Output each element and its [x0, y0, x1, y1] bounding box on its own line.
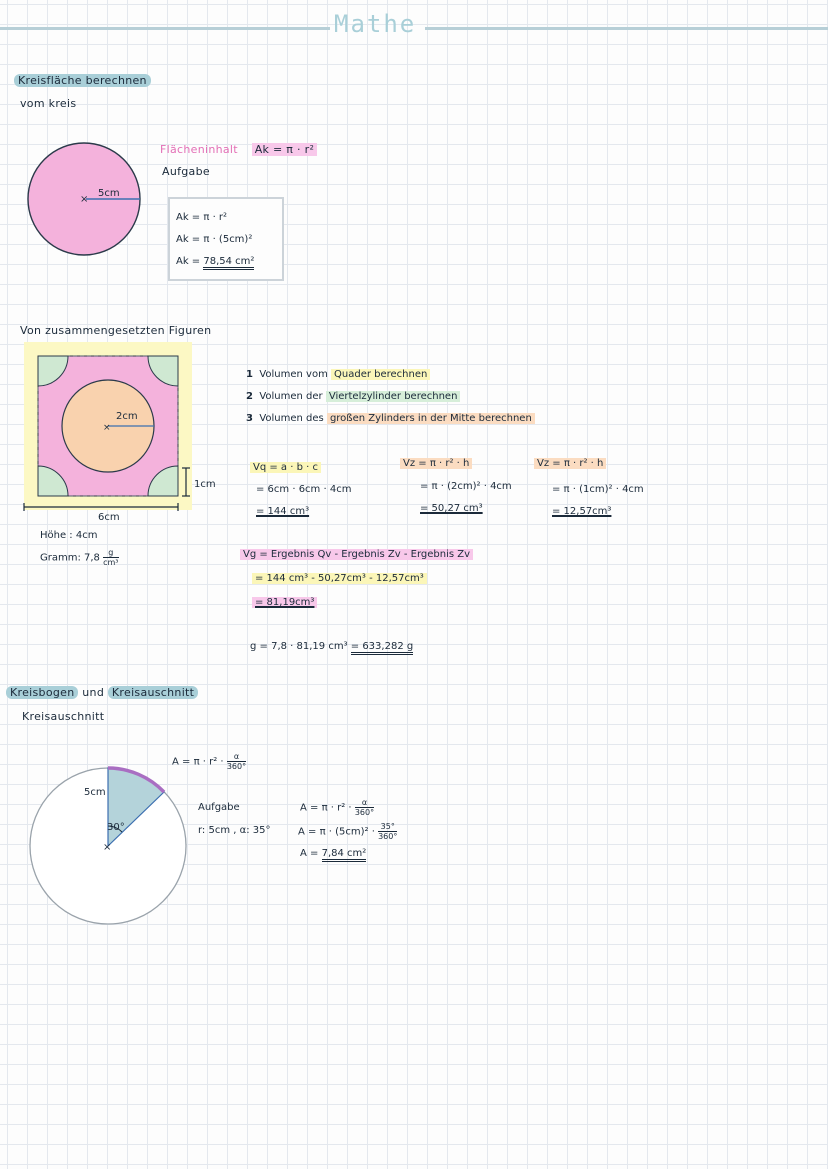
- task-label-1: Aufgabe: [162, 165, 210, 178]
- sector-calc-2: A = π · (5cm)² · $\frac{35^\circ}{360^\circ}$: [298, 822, 398, 841]
- area-formula-row: [160, 143, 317, 156]
- circle-radius-label: 5cm: [98, 188, 120, 199]
- sector-formula: A = π · r² · $\frac{\alpha}{360^\circ}$: [172, 752, 247, 771]
- quader-step: = 6cm · 6cm · 4cm: [256, 484, 352, 495]
- center-mark: ×: [80, 194, 89, 205]
- task-label-3: Aufgabe: [198, 802, 240, 813]
- section-heading-kreisbogen: Kreisbogen und Kreisauschnitt: [6, 686, 198, 699]
- zylinder-klein-formula: Vz = π · r² · h: [534, 458, 606, 469]
- page-title: Mathe: [334, 10, 417, 38]
- zylinder-gross-result: = 50,27 cm³: [420, 503, 483, 514]
- sector-calc-3: A = 7,84 cm²: [300, 848, 366, 859]
- sector-angle-label: 30°: [107, 822, 125, 833]
- step-1: 1 Volumen vom Quader berechnen: [246, 369, 430, 380]
- height-marker-label: 1cm: [194, 479, 216, 490]
- task-values-3: r: 5cm , α: 35°: [198, 825, 271, 836]
- sector-center-mark: ×: [103, 842, 112, 853]
- mass-row: g = 7,8 · 81,19 cm³ = 633,282 g: [250, 641, 413, 652]
- center-radius-label: 2cm: [116, 411, 138, 422]
- zylinder-klein-step: = π · (1cm)² · 4cm: [552, 484, 644, 495]
- vg-step: = 144 cm³ - 50,27cm³ - 12,57cm³: [252, 573, 427, 584]
- section-sub-vom-kreis: vom kreis: [20, 97, 77, 110]
- vg-result: = 81,19cm³: [252, 597, 317, 608]
- composite-figure-diagram: [24, 342, 204, 522]
- area-result: 78,54 cm²: [203, 256, 254, 270]
- sector-result: 7,84 cm²: [322, 848, 367, 862]
- calc-line-3: Ak = 78,54 cm²: [176, 256, 254, 267]
- quader-result: = 144 cm³: [256, 506, 310, 517]
- quader-formula: Vq = a · b · c: [250, 462, 321, 473]
- center-mark-2: ×: [103, 423, 111, 433]
- area-formula-label: Flächeninhalt: [160, 143, 238, 156]
- mass-result: = 633,282 g: [351, 641, 413, 655]
- calc-line-2: Ak = π · (5cm)²: [176, 234, 253, 245]
- vg-formula: Vg = Ergebnis Qv - Ergebnis Zv - Ergebnis Zv: [240, 549, 473, 560]
- area-formula: Ak = π · r²: [252, 143, 317, 156]
- sector-calc-1: A = π · r² · $\frac{\alpha}{360^\circ}$: [300, 798, 375, 817]
- gramm-label: Gramm: 7,8 $\frac{g}{\text{cm³}}$: [40, 548, 119, 567]
- step-2: 2 Volumen der Viertelzylinder berechnen: [246, 391, 460, 402]
- title-line-left: [0, 27, 330, 30]
- zylinder-gross-step: = π · (2cm)² · 4cm: [420, 481, 512, 492]
- sector-radius-label: 5cm: [84, 787, 106, 798]
- zylinder-gross-formula: Vz = π · r² · h: [400, 458, 472, 469]
- width-marker-label: 6cm: [98, 512, 120, 523]
- calc-line-1: Ak = π · r²: [176, 212, 228, 223]
- title-line-right: [425, 27, 828, 30]
- sector-diagram: [28, 766, 198, 936]
- section-heading-kreisflaeche: Kreisfläche berechnen: [14, 74, 151, 87]
- section-heading-zusammengesetzt: Von zusammengesetzten Figuren: [20, 324, 212, 337]
- hoehe-label: Höhe : 4cm: [40, 530, 98, 541]
- section-sub-kreisauschnitt: Kreisauschnitt: [22, 710, 105, 723]
- step-3: 3 Volumen des großen Zylinders in der Mitte berechnen: [246, 413, 535, 424]
- zylinder-klein-result: = 12,57cm³: [552, 506, 612, 517]
- circle-diagram: [14, 137, 154, 267]
